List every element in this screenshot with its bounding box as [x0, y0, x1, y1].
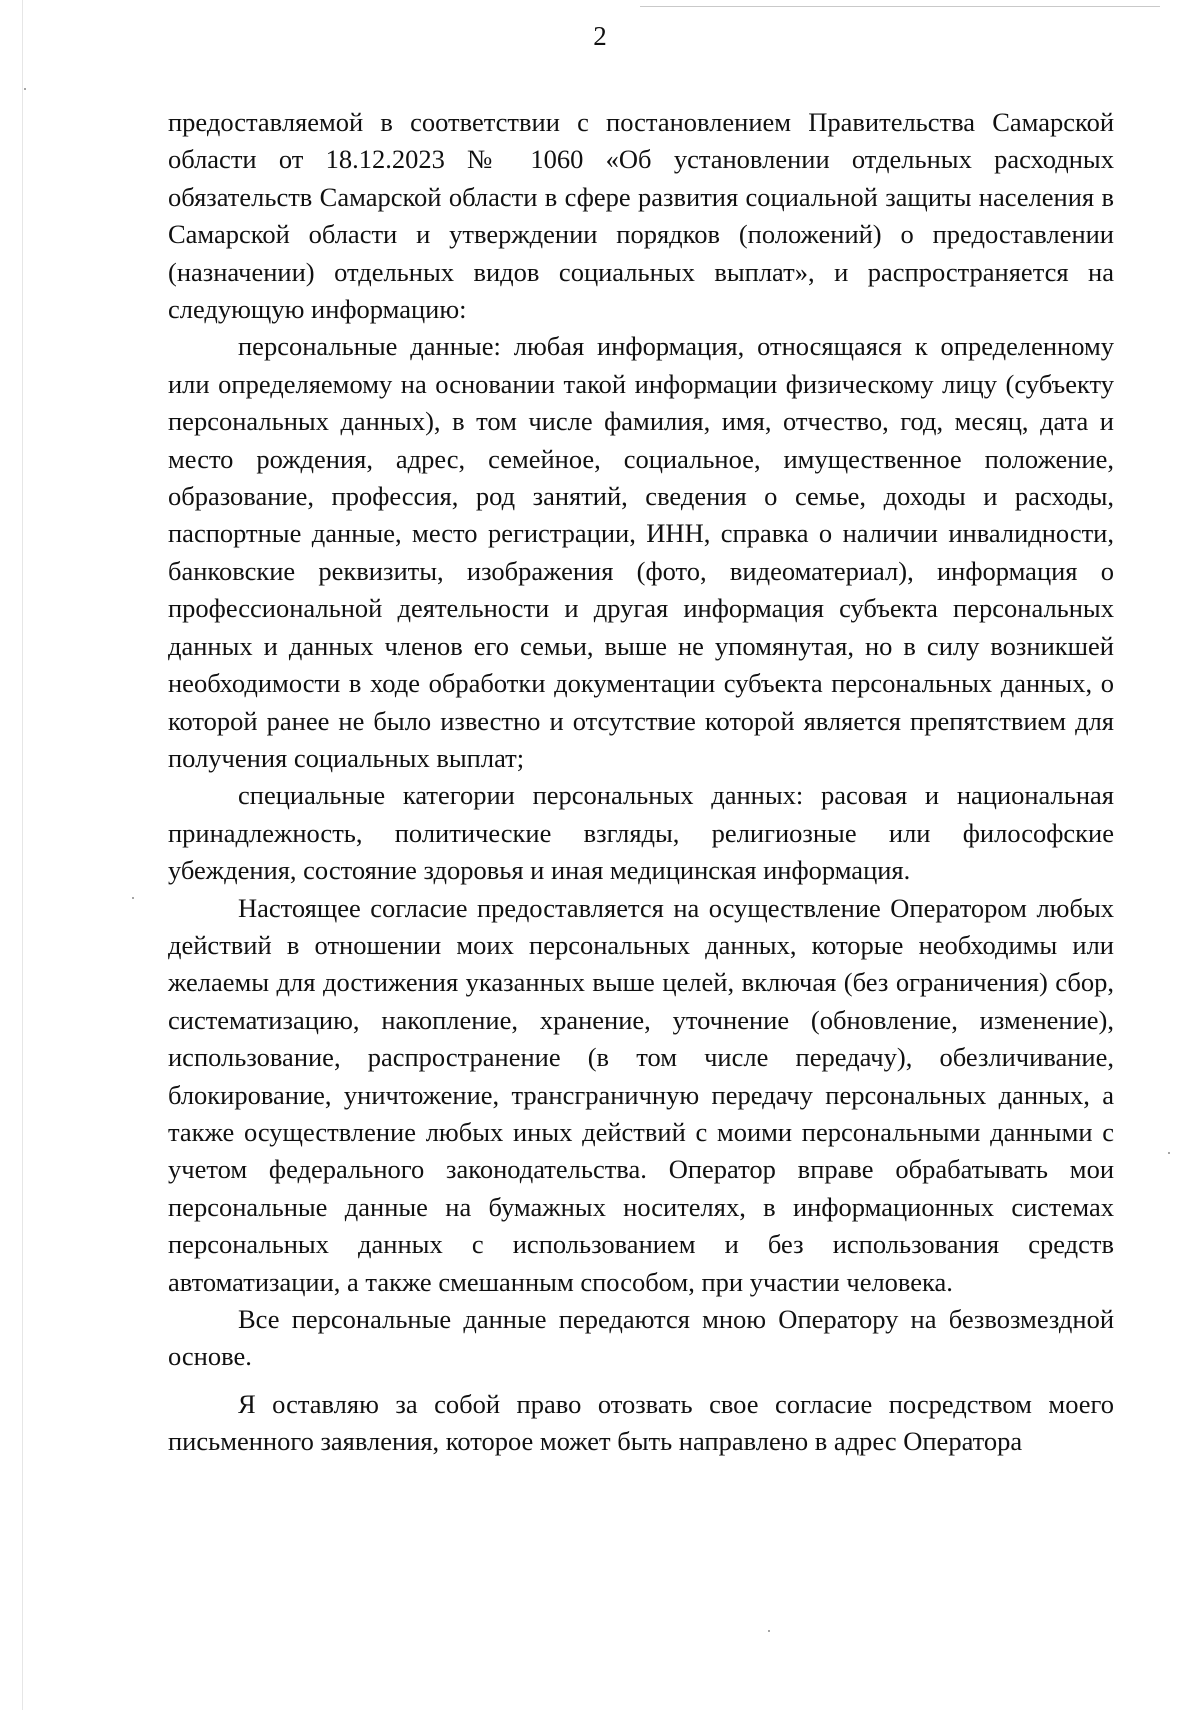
scan-speck: [1168, 1152, 1170, 1154]
paragraph-free-of-charge: Все персональные данные передаются мною Оператору на безвозмездной основе.: [168, 1304, 1114, 1372]
paragraph-withdrawal-right: Я оставляю за собой право отозвать свое согласие посредством моего письменного заявления, которое может быть направлено в адрес Оператора: [168, 1388, 1114, 1457]
paragraph-purpose-continuation: предоставляемой в соответствии с постановлением Правительства Самарской области от 18.12.2023 № 1060 «Об установлении отдельных расходных обязательств Самарской области в сфере развития социальной защиты населения в Самарской области и утверждении порядков (положений) о предоставлении (назначении) отдельных видов социальных выплат», и распространяется на следующую информацию:: [168, 107, 1114, 325]
paragraph-personal-data: персональные данные: любая информация, относящаяся к определенному или определяемому на основании такой информации физическому лицу (субъекту персональных данных), в том числе фамилия, имя, отчество, год, месяц, дата и место рождения, адрес, семейное, социальное, имущественное положение, образование, профессия, род занятий, сведения о семье, доходы и расходы, паспортные данные, место регистрации, ИНН, справка о наличии инвалидности, банковские реквизиты, изображения (фото, видеоматериал), информация о профессиональной деятельности и другая информация субъекта персональных данных и данных членов его семьи, выше не упомянутая, но в силу возникшей необходимости в ходе обработки документации субъекта персональных данных, о которой ранее не было известно и отсутствие которой является препятствием для получения социальных выплат;: [168, 331, 1114, 773]
page-number: 2: [593, 21, 607, 51]
scan-speck: [132, 897, 134, 899]
scan-artifact-line: [640, 6, 1160, 7]
scan-speck: [768, 1630, 770, 1632]
paragraph-consent-scope: Настоящее согласие предоставляется на осуществление Оператором любых действий в отношении моих персональных данных, которые необходимы или желаемы для достижения указанных выше целей, включая (без ограничения) сбор, систематизацию, накопление, хранение, уточнение (обновление, изменение), использование, распространение (в том числе передачу), обезличивание, блокирование, уничтожение, трансграничную передачу персональных данных, а также осуществление любых иных действий с моими персональными данными с учетом федерального законодательства. Оператор вправе обрабатывать мои персональные данные на бумажных носителях, в информационных системах персональных данных с использованием и без использования средств автоматизации, а также смешанным способом, при участии человека.: [168, 892, 1114, 1297]
scan-artifact-edge: [22, 0, 23, 1710]
document-body: [168, 104, 1114, 1461]
paragraph-special-categories: специальные категории персональных данных: расовая и национальная принадлежность, политические взгляды, религиозные или философские убеждения, состояние здоровья и иная медицинская информация.: [168, 780, 1114, 886]
scan-speck: [24, 88, 26, 90]
